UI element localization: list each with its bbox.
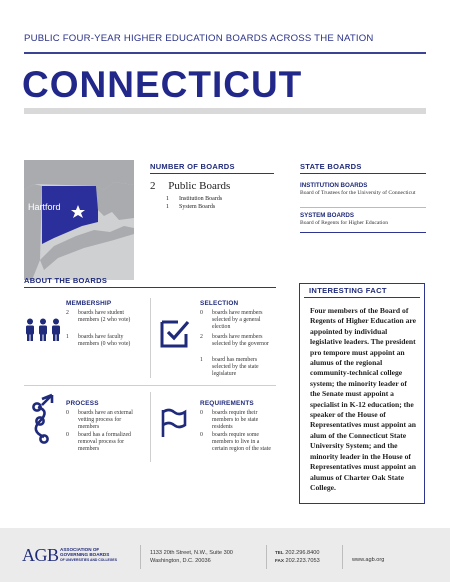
about-boards-heading: ABOUT THE BOARDS	[24, 276, 108, 285]
interesting-fact-heading: INTERESTING FACT	[309, 286, 387, 295]
board-count-label: Public Boards	[168, 180, 231, 192]
footer-divider	[342, 545, 343, 569]
list-item: 0 boards have an external vetting process for members	[66, 410, 133, 430]
system-boards-heading: SYSTEM BOARDS	[300, 212, 354, 219]
quadrant-divider-vertical	[150, 298, 151, 378]
process-heading: PROCESS	[66, 400, 99, 407]
board-count-number: 2	[150, 180, 156, 192]
about-boards-rule	[24, 287, 276, 288]
membership-heading: MEMBERSHIP	[66, 300, 112, 307]
number-of-boards-heading: NUMBER OF BOARDS	[150, 162, 235, 171]
agb-logo-subtext: ASSOCIATION OF GOVERNING BOARDS OF UNIVERSITIES AND COLLEGES	[60, 547, 117, 562]
list-item: 0 boards require their members to be state residents	[200, 410, 259, 430]
footer-address: 1133 20th Street, N.W., Suite 300 Washington, D.C. 20036	[150, 550, 233, 564]
interesting-fact-text: Four members of the Board of Regents of Higher Education are appointed by individual legislative leaders. The president pro tempore must appoint an alumus of the regional community-technical college system; the minority leader of the Senate must appoint a specialist in K-12 education; the speaker of the House of Representatives must appoint an alum of the Connecticut State University System; and the minority leader in the House of Representatives must appoint an alumus of Charter Oak State College.	[310, 306, 417, 492]
footer-website-link[interactable]: www.agb.org	[352, 557, 385, 563]
quadrant-divider-vertical	[150, 392, 151, 462]
footer-divider	[266, 545, 267, 569]
list-item: 2 boards have members selected by the governor	[200, 334, 269, 347]
selection-heading: SELECTION	[200, 300, 239, 307]
state-boards-divider	[300, 207, 426, 208]
board-count	[150, 180, 230, 192]
quadrant-divider-horizontal	[24, 385, 276, 386]
page-title: CONNECTICUT	[22, 64, 303, 105]
list-item: 1 System Boards	[166, 204, 216, 210]
footer-divider	[140, 545, 141, 569]
requirements-heading: REQUIREMENTS	[200, 400, 254, 407]
page-supertitle: PUBLIC FOUR-YEAR HIGHER EDUCATION BOARDS ACROSS THE NATION	[24, 33, 374, 44]
list-item: 0 board has a formalized removal process for members	[66, 432, 131, 452]
list-item: 1 boards have faculty members (0 who vote)	[66, 334, 131, 347]
institution-boards-heading: INSTITUTION BOARDS	[300, 182, 368, 189]
state-boards-heading: STATE BOARDS	[300, 162, 362, 171]
number-of-boards-rule	[150, 173, 274, 174]
institution-boards-text: Board of Trustees for the University of Connecticut	[300, 190, 416, 196]
membership-icon	[24, 318, 62, 347]
title-underline-bar	[24, 108, 426, 114]
map-city-label: Hartford	[28, 202, 61, 212]
list-item: 1 board has members selected by the state legislature	[200, 357, 259, 377]
state-boards-rule	[300, 173, 426, 174]
board-type-list	[166, 195, 222, 211]
state-map	[24, 160, 134, 280]
process-icon	[28, 393, 56, 458]
list-item: 1 Institution Boards	[166, 196, 223, 202]
list-item: 2 boards have student members (2 who vote)	[66, 310, 131, 323]
connecticut-map-icon	[24, 160, 134, 280]
checkbox-icon	[160, 318, 190, 353]
system-boards-text: Board of Regents for Higher Education	[300, 220, 389, 226]
list-item: 0 boards require some members to live in a certain region of the state	[200, 432, 271, 452]
state-boards-bottom-rule	[300, 232, 426, 233]
header-rule	[24, 52, 426, 54]
interesting-fact-rule	[304, 297, 420, 298]
footer-phone: TEL 202.296.8400 FAX 202.223.7053	[275, 550, 320, 564]
list-item: 0 boards have members selected by a general election	[200, 310, 263, 330]
flag-icon	[160, 408, 188, 443]
agb-logo: AGB	[22, 545, 59, 565]
